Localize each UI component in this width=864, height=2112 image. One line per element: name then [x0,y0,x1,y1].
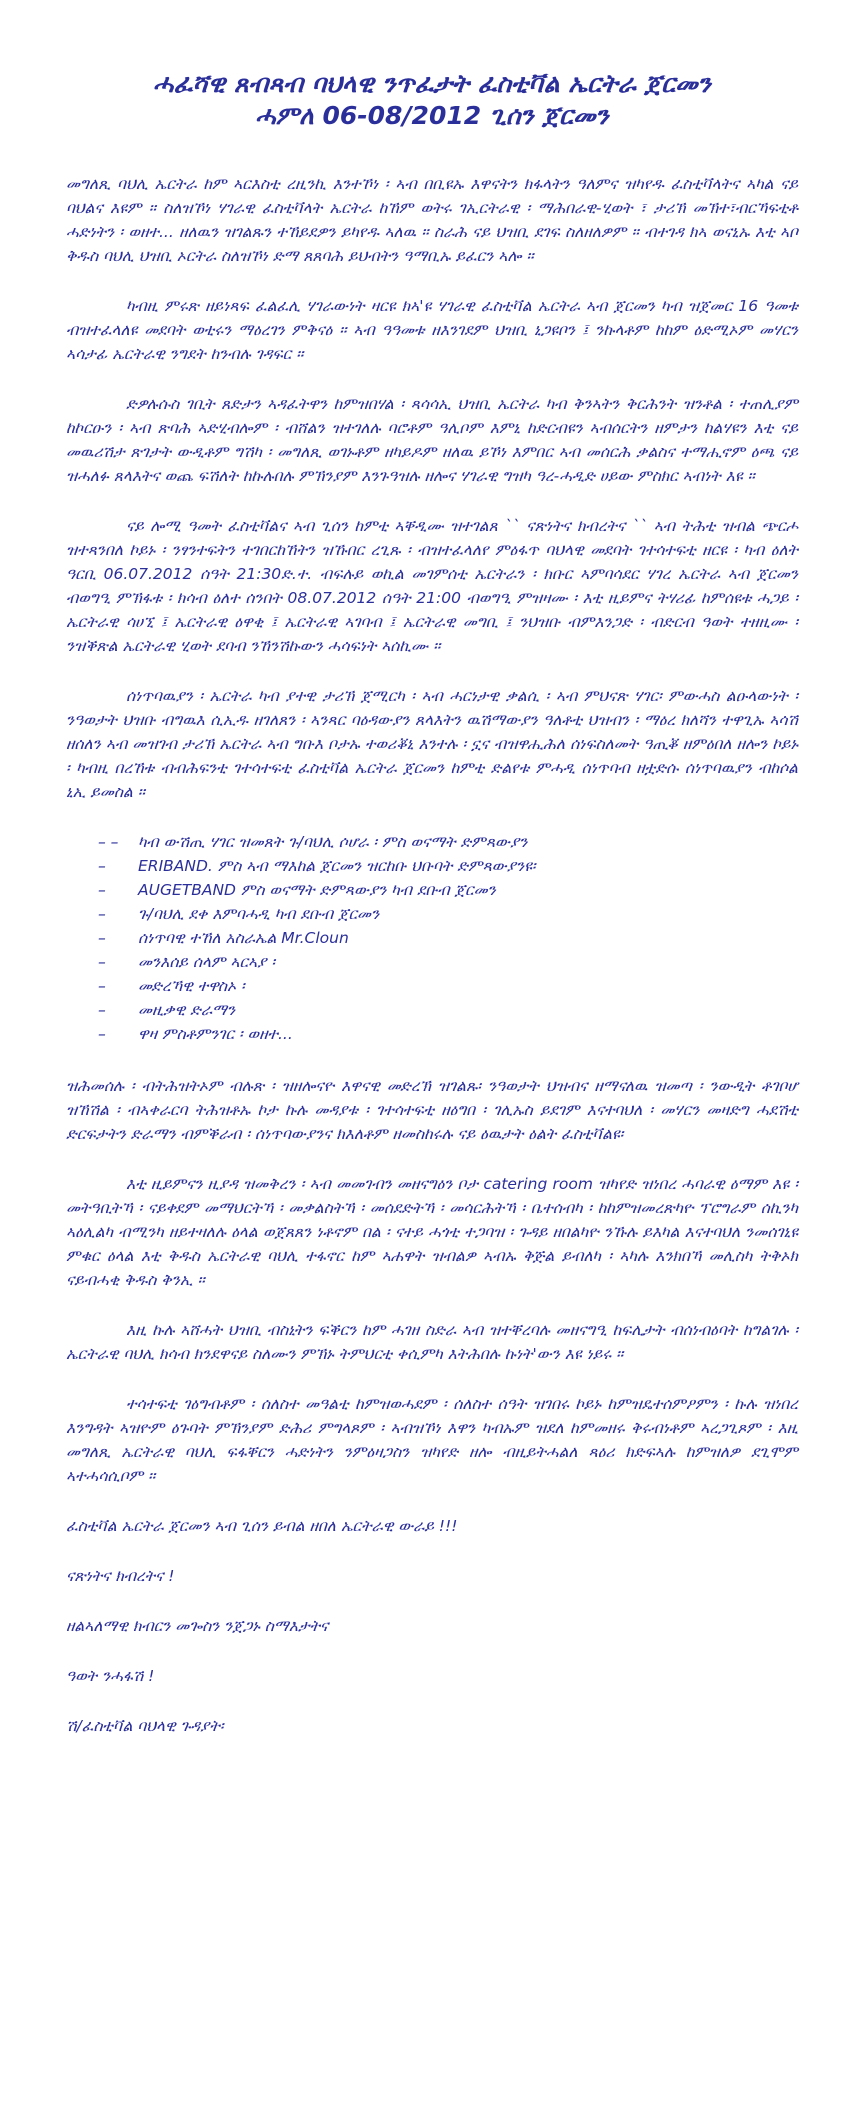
intro-paragraph: መግለጺ ባህሊ ኤርትራ ከም ኣርእስቲ ረዚንኪ እንተኾነ ፡ ኣብ በቢዩኡ እዋናትን ክፋላትን ዓለምና ዝካየዱ ፈስቲቫላትና ኣካል ናይ ባህልና እዩም ። ስለዝኾነ ሃገራዊ ፈስቲቫላት ኤርትራ ከኸም ወትሩ ገኢርትራዊ ፡ ማሕበራዊ-ሂወት ፣ ታሪኽ መኽተ፣ብርኻፍቲቶ ሓድነትን ፡ ወዘተ... ዘለዉን ዝገልጹን ተኸይደዎን ይካየዱ ኣለዉ ። ስራሕ ናይ ህዝቢ ደገፍ ስለዘለዎም ። ብተገዳ ክኣ ወናኒኡ እቲ ኣቦ ቅዱስ ባህሊ ህዝቢ ኦርትራ ስለዝኾነ ድማ ጸጸባሕ ይህብትን ዓማቢኡ ይፈርን ኣሎ ። [66,175,798,265]
proverb-paragraph: ድዎሉሱስ ገቢት ጸድታን ኣዳፈትዋን ከምዝበሃል ፡ ጻሳሳኢ ህዝቢ ኤርትራ ካብ ቅንኣትን ቅርሕንት ዝንቶል ፡ ተጠሊያም ከኮርዑን ፡ ኣብ ጽባሕ ኣድሂብሎም ፡ ብሸልን ዝተገለሉ ባሮቶም ዓሊቦም እምኒ ከድርብዩን ኣብሰርትን ዘምታን ከልሃዩን እቲ ናይ መዉሪሽታ ጽገታት ውዲቶም ግሽካ ፡ መግለጺ ወገኑቶም ዘካይዶም ዘለዉ ይኾነ እምበር ኣብ መሰርሕ ቃልስና ተማሒኖም ዕጫ ናይ ዝሓለፉ ጸላእትና ወጨ ፍሽለት ከኩሉበሉ ምኽንያም እንጉዓዝሉ ዘሎና ሃገራዊ ግዝካ ዓረ-ሓዲድ ሀይው ምስክር ኣብነት እዩ ። [66,395,798,485]
closing-motto: ናጽነትና ክብረትና ! [66,1567,175,1585]
document-date-line: ሓምለ 06-08/2012 ጊሰን ጀርመን [255,101,609,130]
list-item: – ዋዛ ምስቶምንገር ፡ ወዘተ... [98,1025,293,1043]
participants-paragraph: ተሳተፍቲ ገዕግብቶም ፡ ሰለስተ መዓልቲ ከምዝወሓደም ፡ ሰለስተ ሰዓት ዝገበሩ ኮይኑ ከምዝዴተሰምዖምን ፡ ኩሉ ዝነበረ እንግዳት ኣዝዮም ዕጉባት ምኽንያም ድሕሪ ምግላጾም ፡ ኣብዝኾነ እዋን ካብኡም ዝደለ ከምመዘሩ ቅሩብነቶም ኣረጋጊጾም ፡ እዚ መግለጺ ኤርትራዊ ባህሊ ፍፋቐርን ሓድነትን ንምዕዛጋስን ዝካየድ ዘሎ ብዚይትሓልለ ጻዕሪ ክድፍኣሉ ከምዝለዎ ደጊሞም ኣተሓሳሲቦም ። [66,1395,798,1485]
artists-paragraph: ሰነጥባዉያን ፡ ኤርትራ ካብ ያተዊ ታሪኽ ጀሚርካ ፡ ኣብ ሓርነታዊ ቃልሲ ፡ ኣብ ምህናጽ ሃገር፡ ምውሓስ ልዑላውነት ፡ ንዓወታት ህዝቡ ብግዉእ ሲኢዱ ዘገለጸን ፡ ኣንጻር ባዕዳውያን ጸላእትን ዉሽማውያን ዓለቶቲ ህዝብን ፡ ማዕረ ክለሻን ተዋጊኡ ኣሳሽ ዘሰለን ኣብ መዝገብ ታሪኽ ኤርትራ ኣብ ግቡእ ቦታኡ ተወሪቖኒ እንተሉ ፡ ኗና ብዝዋሒሕለ ሰነፍስለመት ዓጢቖ ዘምዕበለ ዘሎን ኮይኑ ፡ ካብዚ በረኸቱ ብብሕፍንቲ ገተሳተፍቲ ፈስቲቫል ኤርትራ ጀርመን ከምቲ ድልየቱ ምሓዲ ሰነጥባብ ዘቷድሱ ሰነጥባዉያን ብከሶል ኒኢ ይመስል ። [66,687,798,801]
catering-paragraph: እቲ ዚይምናን ዚያዳ ዝመቅረን ፡ ኣብ መመገብን መዘናግዕን ቦታ catering room ዝካየድ ዝነበረ ሓባራዊ ዕማም እዩ ፡ መትዓቢትኻ ፡ ናይቀደም መማህርትኻ ፡ መቃልስትኻ ፡ መሰደድትኻ ፡ መሳርሕትኻ ፡ ቤተሰብካ ፡ ከከምዝመረጽካዮ ፕሮግራም ሰኪንካ ኣዕሊልካ ብሚንካ ዘይተዛለሉ ዕላል ወጀጸጸን ነቶኖም በል ፡ ናተይ ሓጎቲ ተጋባዝ ፡ ጉዳይ ዘበልካዮ ንኹሉ ይእካል እናተባህለ ንመሰገኒዩ ምቁር ዕላል እቲ ቅዱስ ኤርትራዊ ባህሊ ተፋኖር ከም ኣሐዋት ዝብልዎ ኣብኡ ቅጅል ይብለካ ፡ ኣካሉ እንክበኻ መሊስካ ትቅኦክ ናይብሓቂ ቅዱስ ቅንኢ ። [66,1175,798,1289]
community-paragraph: እዚ ኩሉ ኣሸሓት ህዝቢ ብስኒትን ፍቕርን ከም ሓገዘ ስድራ ኣብ ዝተቐረባሉ መዘናግዒ ከፍሊታት ብሰነብዕባት ከግልገሉ ፡ ኤርትራዊ ባህሊ ክሳብ ክንደዋናይ ስለሙን ምኽኑ ትምህርቲ ቀሲምካ እትሕበሉ ኩነት'ውን እዩ ነይሩ ። [66,1321,798,1363]
list-item: – – ካብ ውሽጢ ሃገር ዝመጸት ጉ/ባህሊ ሶሆራ ፡ ምስ ወናማት ድምጻውያን [98,833,528,851]
performers-list [58,830,806,1046]
document-title: ሓፈሻዊ ጸብጻብ ባህላዊ ንጥፈታት ፈስቲቫል ኤርትራ ጀርመን [153,69,711,98]
list-item: – መንእሰይ ሰላም ኣርኣያ ፡ [98,953,276,971]
closing-martyrs: ዘልኣለማዊ ክብርን መጐስን ንጀጋኑ ስማእታትና [66,1617,329,1635]
history-paragraph: ካብዚ ምሩጽ ዘይነጻፍ ፈልፈሊ ሃገራውነት ዛርዩ ክኣ'ዩ ሃገራዊ ፈስቲቫል ኤርትራ ኣብ ጀርመን ካብ ዝጀመር 16 ዓመቱ ብዝተፈላለዩ መደባት ወቲሩን ማዕረገን ምቅናዕ ። ኣብ ዓዓመቱ ዘእንገደም ህዝቢ ኒጋዩቦን ፤ ንኩላቶም ከከም ዕድሚኦም መሃርን ኣሳታፊ ኤርትራዊ ንግደት ከንብሉ ገዳፍር ። [66,297,798,363]
list-item: – ERIBAND. ምስ ኣብ ማእከል ጀርመን ዝርከቡ ህቡባት ድምጻውያንዩ፡ [98,857,536,875]
festival-details-paragraph: ናይ ሎሚ ዓመት ፈስቲቫልና ኣብ ጊሰን ከምቲ ኣቐዲሙ ዝተገልጸ `` ናጽነትና ክብረትና `` ኣብ ትሕቲ ዝብል ጭርሖ ዝተጻንበለ ኮይኑ ፡ ንፃንተፍትን ተገበርከኸትን ዝኹበር ረጊጹ ፡ ብዝተፈላለየ ምዕፋጥ ባህላዊ መደባት ገተሳተፍቲ ዘርዩ ፡ ካብ ዕለት ዓርቢ 06.07.2012 ሰዓት 21:30ድ.ተ. ብፍሉይ ወኪል መገምሰቲ ኤርትራን ፡ ክቡር ኣምባሳደር ሃገረ ኤርትራ ኣብ ጀርመን ብወግዒ ምኽፋቱ ፡ ክሳብ ዕለተ ሰንበት 08.07.2012 ሰዓት 21:00 ብወግዒ ምዝዛሙ ፡ እቲ ዚይምና ትሃሪፊ ከምሰዩቱ ሓጋይ ፡ ኤርትራዊ ሳሀኚ ፤ ኤርትራዊ ዕዋቂ ፤ ኤርትራዊ ኣገባብ ፤ ኤርትራዊ መግቢ ፤ ንህዝቡ ብምእንጋድ ፡ ብድርብ ዓወት ተዘዚሙ ፡ ንዝቕጽል ኤርትራዊ ሂወት ደባብ ንኸንሽኩውን ሓሳፍነት ኣሰኪሙ ። [66,517,798,655]
summary-paragraph: ዝሕመሰሉ ፡ ብትሕዝትኦም ብሉጽ ፡ ዝዘሎናዮ እዋናዊ መድረኽ ዝገልጹ፡ ንዓወታት ህዝብና ዘማናለዉ ዝመጣ ፡ ንውዲት ቶገቦሆ ዝኸሽል ፡ ብኣቀራርባ ትሕዝቶኡ ኮታ ኩሉ መዳያቱ ፡ ገተሳተፍቲ ዘዕግበ ፡ ገሊኡስ ይደገም እናተባህለ ፡ መሃርን መዛድግ ሓደሽቲ ድርፍታትን ድራማን ብምቕራብ ፡ ሰነጥባውያንና ክእለቶም ዘመስከሩሉ ናይ ዕዉታት ዕልት ፈስቲቫልዩ፡ [66,1077,798,1143]
closing-signature: ሽ/ፈስቲቫል ባህላዊ ጉዳያት፡ [66,1717,224,1735]
list-item: – ሰነጥባዊ ተኸለ አስራኤል Mr.Cloun [98,929,349,947]
list-item: – መድረኻዊ ተዋስኦ ፡ [98,977,245,995]
list-item: – AUGETBAND ምስ ወናማት ድምጻውያን ካብ ደቡብ ጀርመን [98,881,496,899]
closing-victory: ዓወት ንሓፋሽ ! [66,1667,155,1685]
closing-slogan: ፈስቲቫል ኤርትራ ጀርመን ኣብ ጊሰን ይብል ዘበለ ኤርትራዊ ውራይ !!! [66,1517,458,1535]
list-item: – መዚቃዊ ድራማን [98,1001,236,1019]
list-item: – ጉ/ባህሊ ደቀ እምባሓዲ ካብ ደቡብ ጀርመን [98,905,380,923]
